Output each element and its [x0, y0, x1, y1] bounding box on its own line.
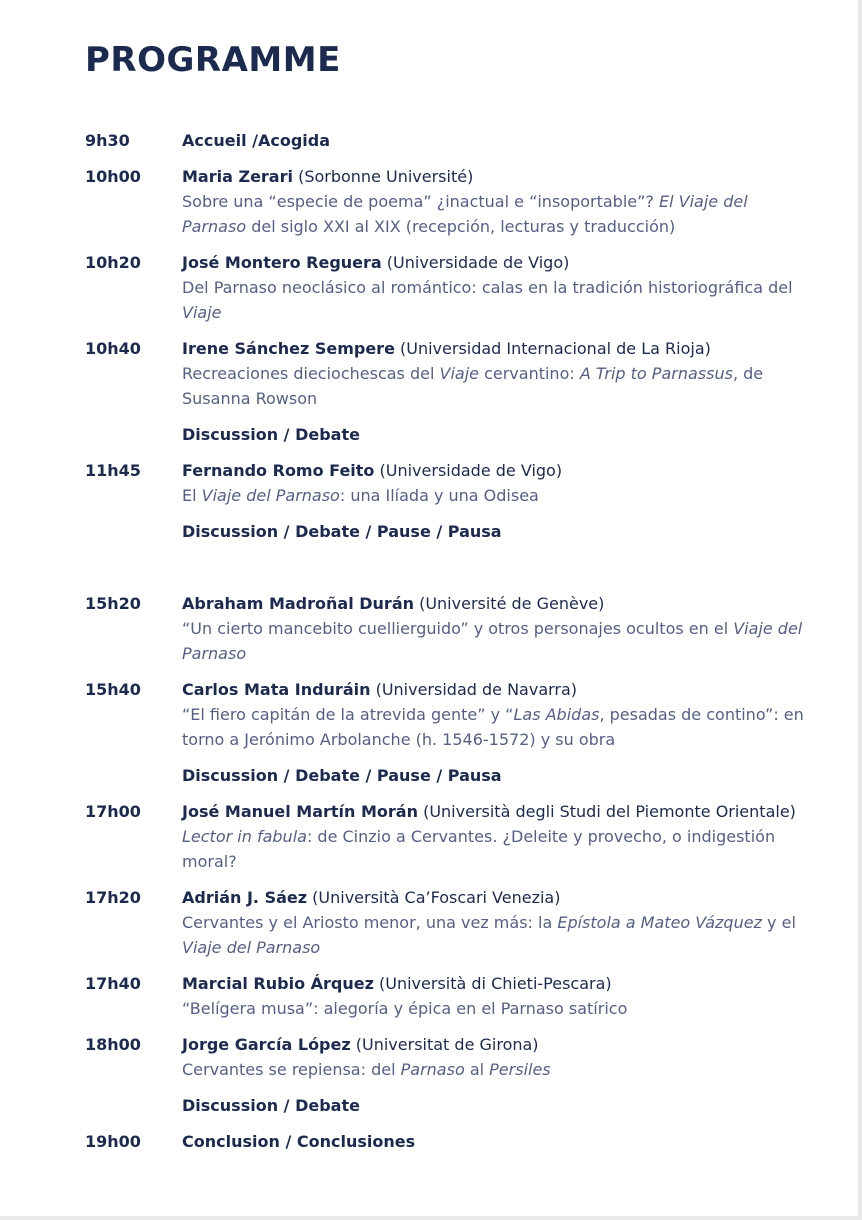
- speaker-affiliation: (Universidad de Navarra): [370, 680, 578, 699]
- schedule-row: [85, 336, 805, 411]
- talk-title-italic: El Viaje del Parnaso: [182, 192, 748, 236]
- talk-title-text: , de Susanna Rowson: [182, 364, 764, 408]
- page-edge-right: [858, 0, 862, 1220]
- session-content: [182, 458, 805, 508]
- talk-title: [182, 996, 805, 1021]
- talk-title: [182, 361, 805, 411]
- talk-title-text: : una Ilíada y una Odisea: [339, 486, 539, 505]
- speaker-name: José Manuel Martín Morán: [182, 802, 418, 821]
- schedule-discussion-row: [85, 1093, 805, 1118]
- session-content: [182, 250, 805, 325]
- talk-title-text: El: [182, 486, 202, 505]
- session-time: 19h00: [85, 1132, 141, 1151]
- talk-title-text: del siglo XXI al XIX (recepción, lecturas y traducción): [246, 217, 676, 236]
- session-content: [182, 885, 805, 960]
- speaker-name: Abraham Madroñal Durán: [182, 594, 414, 613]
- talk-title-text: y el: [761, 913, 796, 932]
- talk-title-text: , pesadas de contino”: en torno a Jerónimo Arbolanche (h. 1546-1572) y su obra: [182, 705, 804, 749]
- session-content: [182, 1093, 805, 1118]
- talk-title: [182, 824, 805, 874]
- session-time: 10h00: [85, 167, 141, 186]
- talk-title-italic: Lector in fabula: [182, 827, 307, 846]
- schedule-row: [85, 677, 805, 752]
- speaker-line: [182, 250, 805, 275]
- schedule-row: [85, 799, 805, 874]
- talk-title-text: Sobre una “especie de poema” ¿inactual e “insoportable”?: [182, 192, 659, 211]
- session-time: 11h45: [85, 461, 141, 480]
- speaker-line: [182, 1032, 805, 1057]
- session-content: [182, 1129, 805, 1154]
- schedule-row: [85, 128, 805, 153]
- speaker-line: [182, 591, 805, 616]
- speaker-name: Marcial Rubio Árquez: [182, 974, 374, 993]
- session-content: [182, 336, 805, 411]
- session-time: 17h40: [85, 974, 141, 993]
- session-time: 10h20: [85, 253, 141, 272]
- speaker-affiliation: (Sorbonne Université): [292, 167, 474, 186]
- programme-schedule: [85, 128, 805, 1154]
- talk-title-text: : de Cinzio a Cervantes. ¿Deleite y provecho, o indigestión moral?: [182, 827, 776, 871]
- session-content: [182, 519, 805, 544]
- talk-title-italic: Parnaso: [400, 1060, 465, 1079]
- talk-title-text: cervantino:: [478, 364, 580, 383]
- talk-title-text: Cervantes y el Ariosto menor, una vez más: la: [182, 913, 558, 932]
- talk-title: [182, 1057, 805, 1082]
- talk-title-text: “Belígera musa”: alegoría y épica en el Parnaso satírico: [182, 999, 628, 1018]
- session-content: [182, 128, 805, 153]
- talk-title-italic: Viaje del Parnaso: [182, 619, 803, 663]
- talk-title: [182, 189, 805, 239]
- session-time: 18h00: [85, 1035, 141, 1054]
- page-edge-bottom: [0, 1216, 862, 1220]
- schedule-discussion-row: [85, 519, 805, 544]
- schedule-discussion-row: [85, 763, 805, 788]
- speaker-affiliation: (Universitat de Girona): [350, 1035, 539, 1054]
- speaker-line: [182, 164, 805, 189]
- session-time: 9h30: [85, 131, 130, 150]
- talk-title-italic: Epístola a Mateo Vázquez: [557, 913, 762, 932]
- session-time: 17h00: [85, 802, 141, 821]
- speaker-name: Fernando Romo Feito: [182, 461, 375, 480]
- session-content: [182, 591, 805, 666]
- session-content: [182, 1032, 805, 1082]
- session-time: 15h40: [85, 680, 141, 699]
- speaker-name: José Montero Reguera: [182, 253, 382, 272]
- speaker-line: [182, 885, 805, 910]
- talk-title-italic: Persiles: [489, 1060, 551, 1079]
- session-content: [182, 422, 805, 447]
- talk-title: [182, 910, 805, 960]
- discussion-label: Discussion / Debate / Pause / Pausa: [182, 766, 502, 785]
- schedule-break-spacer: [85, 544, 805, 580]
- talk-title-text: Cervantes se repiensa: del: [182, 1060, 401, 1079]
- talk-title: [182, 702, 805, 752]
- session-content: [182, 677, 805, 752]
- session-label: Conclusion / Conclusiones: [182, 1132, 416, 1151]
- talk-title-italic: Viaje del Parnaso: [201, 486, 340, 505]
- session-label: Accueil /Acogida: [182, 131, 331, 150]
- schedule-row: [85, 164, 805, 239]
- speaker-name: Jorge García López: [182, 1035, 351, 1054]
- talk-title: [182, 616, 805, 666]
- session-time: 10h40: [85, 339, 141, 358]
- session-time: 17h20: [85, 888, 141, 907]
- discussion-label: Discussion / Debate: [182, 425, 360, 444]
- schedule-row: [85, 1032, 805, 1082]
- discussion-label: Discussion / Debate / Pause / Pausa: [182, 522, 502, 541]
- session-content: [182, 164, 805, 239]
- speaker-line: [182, 677, 805, 702]
- talk-title-italic: Viaje: [182, 303, 222, 322]
- schedule-row: [85, 885, 805, 960]
- talk-title: [182, 483, 805, 508]
- talk-title-italic: A Trip to Parnassus: [579, 364, 733, 383]
- page-title: PROGRAMME: [85, 40, 341, 80]
- schedule-discussion-row: [85, 422, 805, 447]
- schedule-row: [85, 250, 805, 325]
- schedule-row: [85, 1129, 805, 1154]
- talk-title-text: al: [464, 1060, 490, 1079]
- speaker-line: [182, 971, 805, 996]
- speaker-line: [182, 336, 805, 361]
- speaker-affiliation: (Universidad Internacional de La Rioja): [394, 339, 711, 358]
- talk-title: [182, 275, 805, 325]
- talk-title-italic: Las Abidas: [513, 705, 600, 724]
- speaker-name: Adrián J. Sáez: [182, 888, 308, 907]
- talk-title-text: “Un cierto mancebito cuellierguido” y otros personajes ocultos en el: [182, 619, 734, 638]
- speaker-affiliation: (Università degli Studi del Piemonte Orientale): [418, 802, 796, 821]
- speaker-line: [182, 799, 805, 824]
- schedule-row: [85, 591, 805, 666]
- talk-title-italic: Viaje: [439, 364, 479, 383]
- speaker-affiliation: (Universidade de Vigo): [381, 253, 570, 272]
- session-content: [182, 971, 805, 1021]
- session-content: [182, 799, 805, 874]
- schedule-row: [85, 458, 805, 508]
- talk-title-text: Del Parnaso neoclásico al romántico: calas en la tradición historiográfica del: [182, 278, 793, 297]
- talk-title-text: “El fiero capitán de la atrevida gente” y “: [182, 705, 514, 724]
- session-time: 15h20: [85, 594, 141, 613]
- session-content: [182, 763, 805, 788]
- schedule-row: [85, 971, 805, 1021]
- talk-title-italic: Viaje del Parnaso: [182, 938, 321, 957]
- speaker-name: Maria Zerari: [182, 167, 293, 186]
- speaker-name: Irene Sánchez Sempere: [182, 339, 395, 358]
- speaker-affiliation: (Università Ca’Foscari Venezia): [307, 888, 561, 907]
- speaker-affiliation: (Université de Genève): [414, 594, 605, 613]
- discussion-label: Discussion / Debate: [182, 1096, 360, 1115]
- speaker-name: Carlos Mata Induráin: [182, 680, 371, 699]
- speaker-affiliation: (Università di Chieti-Pescara): [373, 974, 612, 993]
- talk-title-text: Recreaciones dieciochescas del: [182, 364, 440, 383]
- speaker-line: [182, 458, 805, 483]
- speaker-affiliation: (Universidade de Vigo): [374, 461, 563, 480]
